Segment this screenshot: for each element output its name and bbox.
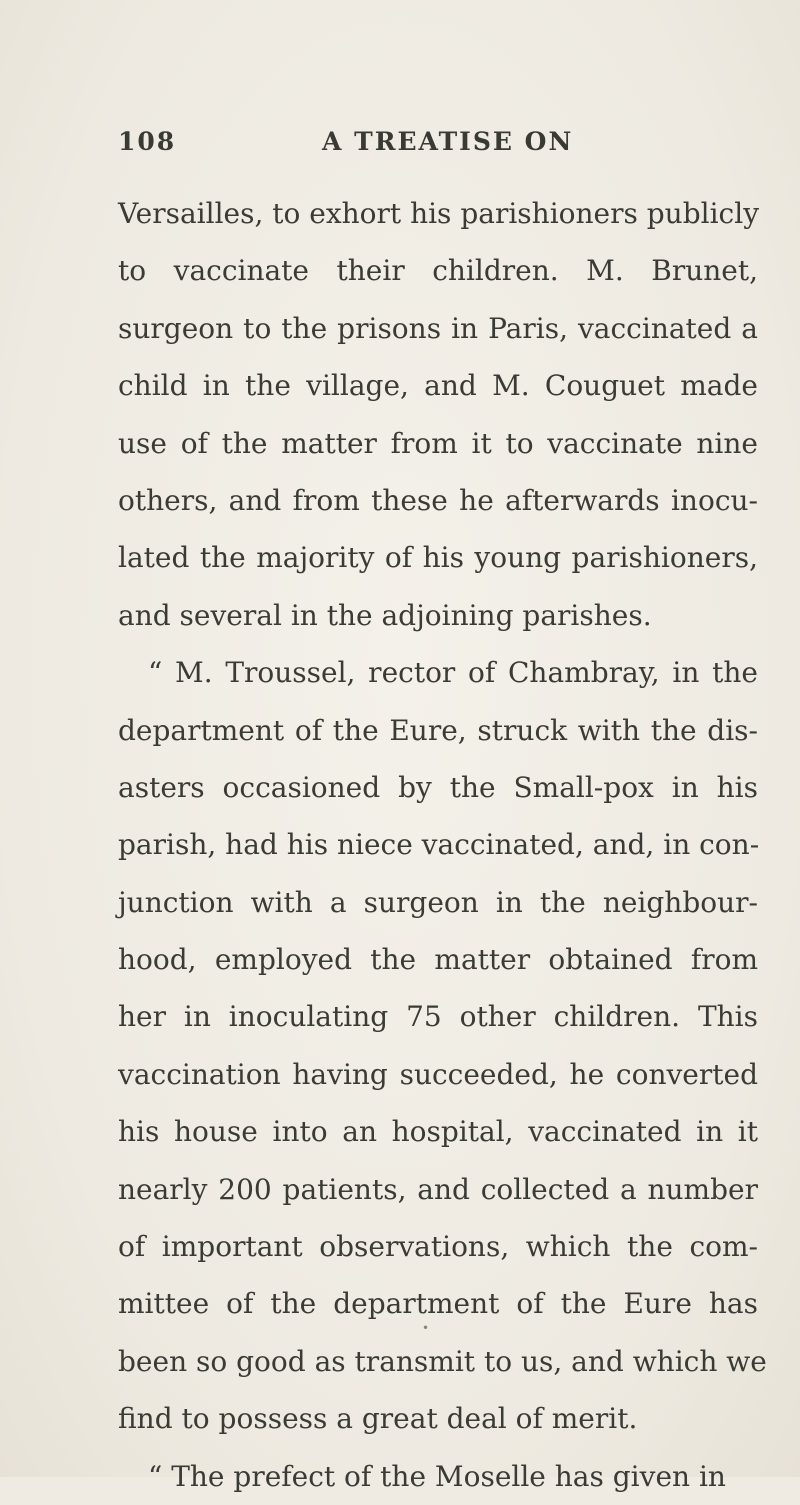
text-line: of important observations, which the com-	[118, 1230, 758, 1264]
text-line: asters occasioned by the Small-pox in his	[118, 770, 758, 804]
text-line: child in the village, and M. Couguet made	[118, 369, 758, 403]
text-line: junction with a surgeon in the neighbour-	[118, 885, 758, 919]
ink-speck: •	[422, 1321, 430, 1335]
text-line: been so good as transmit to us, and which we	[118, 1344, 767, 1378]
text-line: use of the matter from it to vaccinate nine	[118, 426, 758, 460]
text-line: and several in the adjoining parishes.	[118, 598, 652, 632]
text-line: lated the majority of his young parishioners,	[118, 541, 758, 575]
page-number: 108	[118, 127, 177, 156]
text-line: “ The prefect of the Moselle has given in	[148, 1459, 726, 1493]
text-line: parish, had his niece vaccinated, and, in con-	[118, 828, 760, 862]
text-line: nearly 200 patients, and collected a number	[118, 1172, 758, 1206]
text-line: hood, employed the matter obtained from	[118, 943, 758, 977]
text-line: Versailles, to exhort his parishioners publicly	[118, 197, 760, 230]
running-title: A TREATISE ON	[322, 127, 574, 156]
text-line: find to possess a great deal of merit.	[118, 1402, 638, 1436]
text-line: to vaccinate their children. M. Brunet,	[118, 254, 758, 288]
running-head	[118, 127, 758, 167]
text-line: “ M. Troussel, rector of Chambray, in the	[148, 656, 758, 690]
text-line: department of the Eure, struck with the dis-	[118, 713, 758, 747]
body-text	[118, 185, 767, 1505]
text-line: his house into an hospital, vaccinated in it	[118, 1115, 758, 1149]
text-line: vaccination having succeeded, he converted	[118, 1057, 758, 1091]
text-line: her in inoculating 75 other children. This	[118, 1000, 758, 1034]
text-line: others, and from these he afterwards inocu-	[118, 483, 758, 517]
text-line: surgeon to the prisons in Paris, vaccinated a	[118, 311, 758, 345]
text-line: mittee of the department of the Eure has	[118, 1287, 758, 1321]
